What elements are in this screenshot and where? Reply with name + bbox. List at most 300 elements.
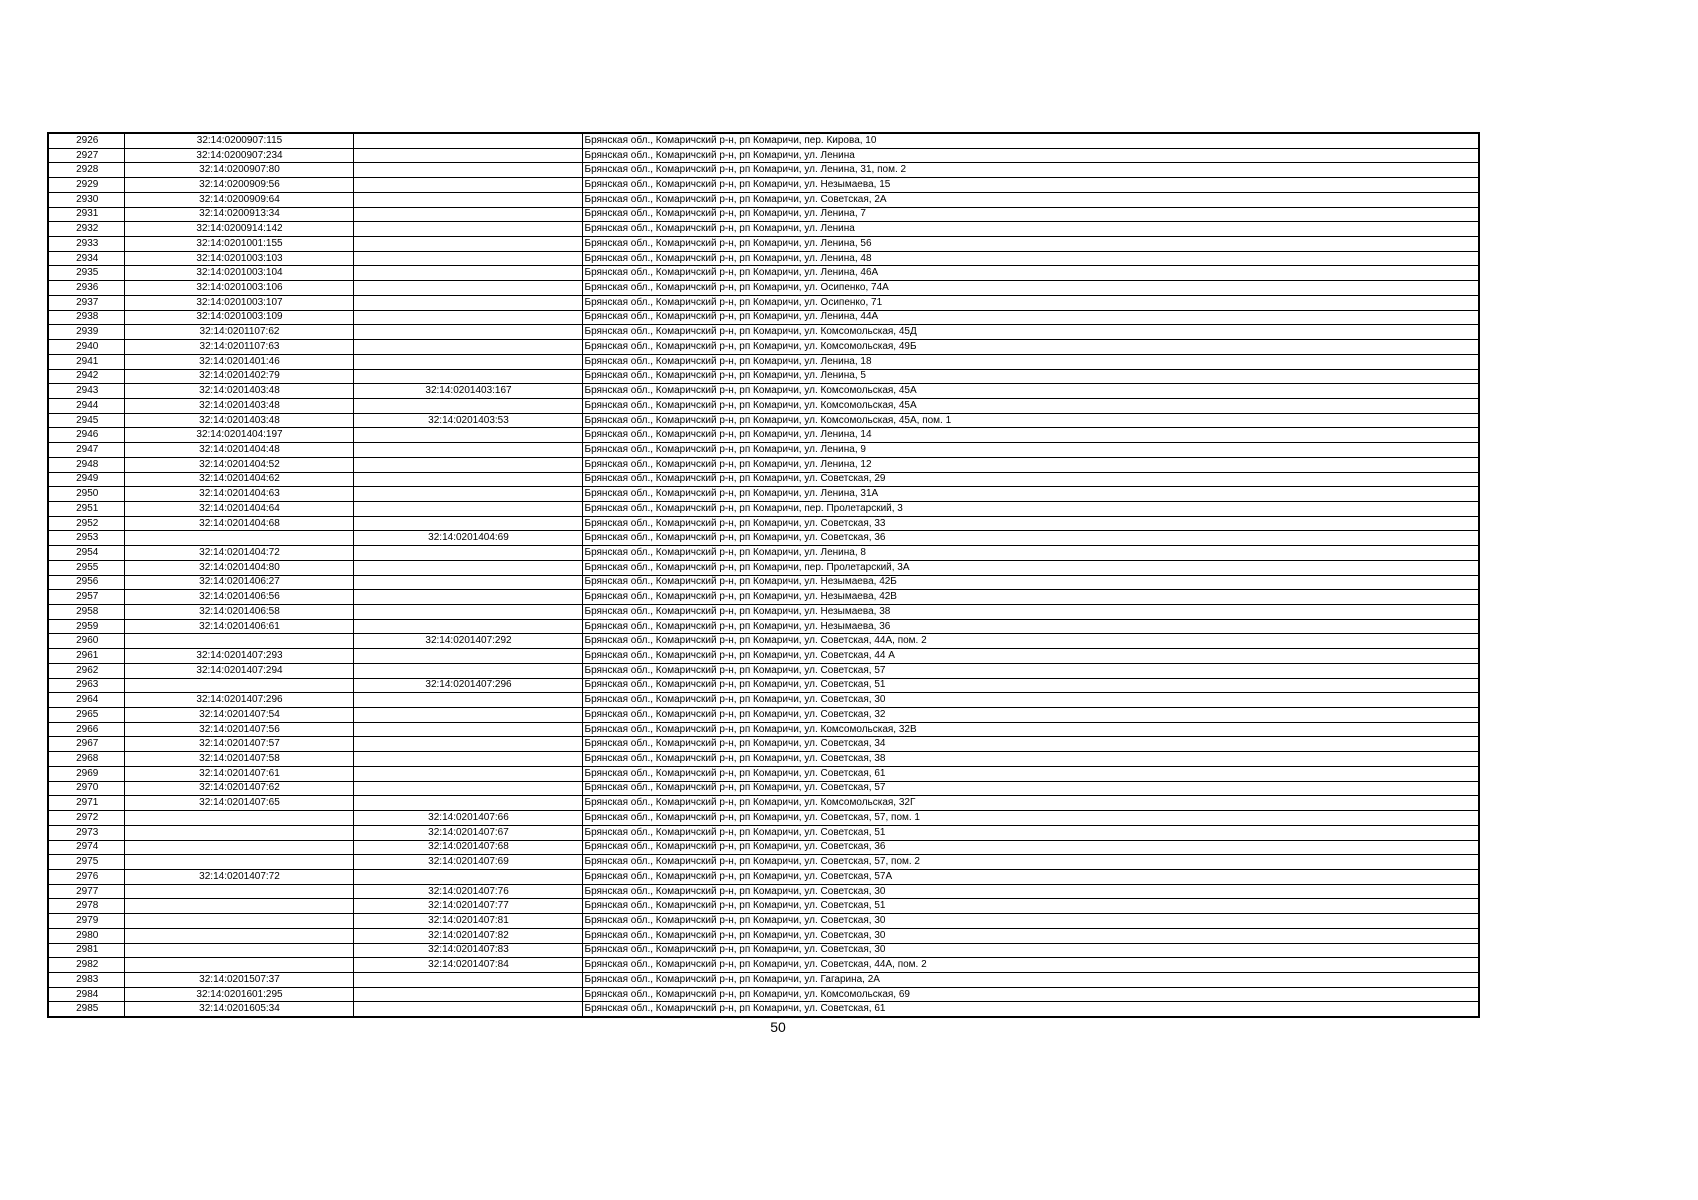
object-cadastral-number-cell: 32:14:0201407:292 xyxy=(353,634,582,649)
cadastral-number-cell: 32:14:0201407:56 xyxy=(124,722,353,737)
object-cadastral-number-cell xyxy=(353,605,582,620)
table-row xyxy=(48,237,1479,252)
address-cell: Брянская обл., Комаричский р-н, рп Комаричи, ул. Советская, 36 xyxy=(582,840,1479,855)
address-cell: Брянская обл., Комаричский р-н, рп Комаричи, ул. Ленина, 7 xyxy=(582,207,1479,222)
object-cadastral-number-cell xyxy=(353,546,582,561)
row-number-cell: 2982 xyxy=(48,958,124,973)
row-number-cell: 2980 xyxy=(48,928,124,943)
row-number-cell: 2962 xyxy=(48,663,124,678)
table-row xyxy=(48,708,1479,723)
object-cadastral-number-cell xyxy=(353,266,582,281)
cadastral-number-cell: 32:14:0201407:61 xyxy=(124,766,353,781)
object-cadastral-number-cell: 32:14:0201407:76 xyxy=(353,884,582,899)
address-cell: Брянская обл., Комаричский р-н, рп Комаричи, ул. Советская, 30 xyxy=(582,928,1479,943)
registry-table-body xyxy=(48,133,1479,1017)
cadastral-number-cell: 32:14:0201404:80 xyxy=(124,560,353,575)
object-cadastral-number-cell: 32:14:0201407:69 xyxy=(353,855,582,870)
object-cadastral-number-cell xyxy=(353,281,582,296)
row-number-cell: 2956 xyxy=(48,575,124,590)
address-cell: Брянская обл., Комаричский р-н, рп Комаричи, ул. Советская, 29 xyxy=(582,472,1479,487)
cadastral-number-cell: 32:14:0201402:79 xyxy=(124,369,353,384)
row-number-cell: 2975 xyxy=(48,855,124,870)
table-row xyxy=(48,855,1479,870)
row-number-cell: 2952 xyxy=(48,516,124,531)
object-cadastral-number-cell: 32:14:0201404:69 xyxy=(353,531,582,546)
address-cell: Брянская обл., Комаричский р-н, рп Комаричи, ул. Незымаева, 15 xyxy=(582,178,1479,193)
table-row xyxy=(48,295,1479,310)
address-cell: Брянская обл., Комаричский р-н, рп Комаричи, пер. Пролетарский, 3А xyxy=(582,560,1479,575)
object-cadastral-number-cell xyxy=(353,752,582,767)
address-cell: Брянская обл., Комаричский р-н, рп Комаричи, ул. Осипенко, 71 xyxy=(582,295,1479,310)
object-cadastral-number-cell xyxy=(353,663,582,678)
object-cadastral-number-cell xyxy=(353,251,582,266)
row-number-cell: 2983 xyxy=(48,972,124,987)
row-number-cell: 2940 xyxy=(48,340,124,355)
address-cell: Брянская обл., Комаричский р-н, рп Комаричи, ул. Незымаева, 42Б xyxy=(582,575,1479,590)
row-number-cell: 2927 xyxy=(48,148,124,163)
object-cadastral-number-cell: 32:14:0201407:296 xyxy=(353,678,582,693)
table-row xyxy=(48,487,1479,502)
row-number-cell: 2934 xyxy=(48,251,124,266)
cadastral-number-cell xyxy=(124,634,353,649)
table-row xyxy=(48,884,1479,899)
table-row xyxy=(48,619,1479,634)
row-number-cell: 2972 xyxy=(48,811,124,826)
row-number-cell: 2957 xyxy=(48,590,124,605)
object-cadastral-number-cell: 32:14:0201407:67 xyxy=(353,825,582,840)
object-cadastral-number-cell xyxy=(353,693,582,708)
table-row xyxy=(48,590,1479,605)
table-row xyxy=(48,958,1479,973)
cadastral-number-cell: 32:14:0201407:62 xyxy=(124,781,353,796)
cadastral-number-cell: 32:14:0201403:48 xyxy=(124,413,353,428)
table-row xyxy=(48,752,1479,767)
address-cell: Брянская обл., Комаричский р-н, рп Комаричи, ул. Комсомольская, 69 xyxy=(582,987,1479,1002)
object-cadastral-number-cell xyxy=(353,708,582,723)
row-number-cell: 2955 xyxy=(48,560,124,575)
row-number-cell: 2981 xyxy=(48,943,124,958)
table-row xyxy=(48,443,1479,458)
row-number-cell: 2974 xyxy=(48,840,124,855)
table-row xyxy=(48,972,1479,987)
cadastral-number-cell xyxy=(124,825,353,840)
row-number-cell: 2979 xyxy=(48,914,124,929)
address-cell: Брянская обл., Комаричский р-н, рп Комаричи, ул. Советская, 30 xyxy=(582,884,1479,899)
cadastral-number-cell: 32:14:0201107:62 xyxy=(124,325,353,340)
cadastral-number-cell: 32:14:0200909:64 xyxy=(124,192,353,207)
row-number-cell: 2978 xyxy=(48,899,124,914)
table-row xyxy=(48,987,1479,1002)
address-cell: Брянская обл., Комаричский р-н, рп Комаричи, ул. Ленина, 48 xyxy=(582,251,1479,266)
object-cadastral-number-cell: 32:14:0201407:82 xyxy=(353,928,582,943)
row-number-cell: 2966 xyxy=(48,722,124,737)
address-cell: Брянская обл., Комаричский р-н, рп Комаричи, ул. Советская, 44 А xyxy=(582,649,1479,664)
row-number-cell: 2929 xyxy=(48,178,124,193)
table-row xyxy=(48,899,1479,914)
object-cadastral-number-cell: 32:14:0201407:77 xyxy=(353,899,582,914)
cadastral-number-cell: 32:14:0201404:72 xyxy=(124,546,353,561)
row-number-cell: 2970 xyxy=(48,781,124,796)
object-cadastral-number-cell xyxy=(353,575,582,590)
table-row xyxy=(48,148,1479,163)
cadastral-number-cell xyxy=(124,914,353,929)
table-row xyxy=(48,428,1479,443)
table-row xyxy=(48,251,1479,266)
address-cell: Брянская обл., Комаричский р-н, рп Комаричи, ул. Советская, 57 xyxy=(582,781,1479,796)
row-number-cell: 2936 xyxy=(48,281,124,296)
object-cadastral-number-cell xyxy=(353,222,582,237)
table-row xyxy=(48,266,1479,281)
cadastral-number-cell: 32:14:0200914:142 xyxy=(124,222,353,237)
row-number-cell: 2968 xyxy=(48,752,124,767)
cadastral-number-cell: 32:14:0201407:57 xyxy=(124,737,353,752)
cadastral-number-cell: 32:14:0200909:56 xyxy=(124,178,353,193)
object-cadastral-number-cell xyxy=(353,796,582,811)
row-number-cell: 2944 xyxy=(48,398,124,413)
row-number-cell: 2945 xyxy=(48,413,124,428)
row-number-cell: 2959 xyxy=(48,619,124,634)
table-row xyxy=(48,207,1479,222)
address-cell: Брянская обл., Комаричский р-н, рп Комаричи, ул. Ленина, 14 xyxy=(582,428,1479,443)
cadastral-number-cell xyxy=(124,811,353,826)
cadastral-number-cell xyxy=(124,928,353,943)
cadastral-number-cell xyxy=(124,958,353,973)
row-number-cell: 2963 xyxy=(48,678,124,693)
cadastral-number-cell: 32:14:0201003:103 xyxy=(124,251,353,266)
address-cell: Брянская обл., Комаричский р-н, рп Комаричи, ул. Советская, 57А xyxy=(582,869,1479,884)
address-cell: Брянская обл., Комаричский р-н, рп Комаричи, ул. Советская, 51 xyxy=(582,899,1479,914)
address-cell: Брянская обл., Комаричский р-н, рп Комаричи, ул. Советская, 2А xyxy=(582,192,1479,207)
object-cadastral-number-cell xyxy=(353,163,582,178)
address-cell: Брянская обл., Комаричский р-н, рп Комаричи, ул. Комсомольская, 45А, пом. 1 xyxy=(582,413,1479,428)
object-cadastral-number-cell: 32:14:0201407:68 xyxy=(353,840,582,855)
cadastral-number-cell xyxy=(124,855,353,870)
address-cell: Брянская обл., Комаричский р-н, рп Комаричи, ул. Комсомольская, 32Г xyxy=(582,796,1479,811)
cadastral-number-cell: 32:14:0201404:197 xyxy=(124,428,353,443)
object-cadastral-number-cell xyxy=(353,869,582,884)
address-cell: Брянская обл., Комаричский р-н, рп Комаричи, ул. Советская, 61 xyxy=(582,1002,1479,1017)
address-cell: Брянская обл., Комаричский р-н, рп Комаричи, пер. Пролетарский, 3 xyxy=(582,501,1479,516)
address-cell: Брянская обл., Комаричский р-н, рп Комаричи, ул. Советская, 33 xyxy=(582,516,1479,531)
table-row xyxy=(48,649,1479,664)
object-cadastral-number-cell xyxy=(353,737,582,752)
address-cell: Брянская обл., Комаричский р-н, рп Комаричи, ул. Советская, 44А, пом. 2 xyxy=(582,634,1479,649)
object-cadastral-number-cell xyxy=(353,1002,582,1017)
table-row xyxy=(48,575,1479,590)
table-row xyxy=(48,811,1479,826)
cadastral-number-cell: 32:14:0201107:63 xyxy=(124,340,353,355)
address-cell: Брянская обл., Комаричский р-н, рп Комаричи, ул. Ленина, 9 xyxy=(582,443,1479,458)
address-cell: Брянская обл., Комаричский р-н, рп Комаричи, пер. Кирова, 10 xyxy=(582,133,1479,148)
cadastral-number-cell: 32:14:0201407:58 xyxy=(124,752,353,767)
table-row xyxy=(48,796,1479,811)
row-number-cell: 2951 xyxy=(48,501,124,516)
row-number-cell: 2939 xyxy=(48,325,124,340)
table-row xyxy=(48,340,1479,355)
row-number-cell: 2930 xyxy=(48,192,124,207)
row-number-cell: 2961 xyxy=(48,649,124,664)
row-number-cell: 2949 xyxy=(48,472,124,487)
address-cell: Брянская обл., Комаричский р-н, рп Комаричи, ул. Осипенко, 74А xyxy=(582,281,1479,296)
object-cadastral-number-cell: 32:14:0201403:53 xyxy=(353,413,582,428)
object-cadastral-number-cell xyxy=(353,428,582,443)
address-cell: Брянская обл., Комаричский р-н, рп Комаричи, ул. Советская, 44А, пом. 2 xyxy=(582,958,1479,973)
address-cell: Брянская обл., Комаричский р-н, рп Комаричи, ул. Советская, 57 xyxy=(582,663,1479,678)
registry-sheet xyxy=(47,132,1478,1018)
object-cadastral-number-cell xyxy=(353,207,582,222)
table-row xyxy=(48,869,1479,884)
object-cadastral-number-cell xyxy=(353,325,582,340)
cadastral-number-cell: 32:14:0201403:48 xyxy=(124,384,353,399)
table-row xyxy=(48,384,1479,399)
cadastral-number-cell: 32:14:0201507:37 xyxy=(124,972,353,987)
address-cell: Брянская обл., Комаричский р-н, рп Комаричи, ул. Советская, 30 xyxy=(582,693,1479,708)
cadastral-number-cell xyxy=(124,840,353,855)
cadastral-number-cell: 32:14:0201404:52 xyxy=(124,457,353,472)
table-row xyxy=(48,634,1479,649)
object-cadastral-number-cell: 32:14:0201407:84 xyxy=(353,958,582,973)
address-cell: Брянская обл., Комаричский р-н, рп Комаричи, ул. Ленина, 44А xyxy=(582,310,1479,325)
address-cell: Брянская обл., Комаричский р-н, рп Комаричи, ул. Комсомольская, 45А xyxy=(582,398,1479,413)
object-cadastral-number-cell: 32:14:0201407:81 xyxy=(353,914,582,929)
table-row xyxy=(48,413,1479,428)
cadastral-number-cell: 32:14:0201406:27 xyxy=(124,575,353,590)
cadastral-number-cell xyxy=(124,899,353,914)
address-cell: Брянская обл., Комаричский р-н, рп Комаричи, ул. Советская, 30 xyxy=(582,943,1479,958)
cadastral-number-cell: 32:14:0201404:68 xyxy=(124,516,353,531)
object-cadastral-number-cell xyxy=(353,310,582,325)
object-cadastral-number-cell xyxy=(353,781,582,796)
row-number-cell: 2933 xyxy=(48,237,124,252)
address-cell: Брянская обл., Комаричский р-н, рп Комаричи, ул. Гагарина, 2А xyxy=(582,972,1479,987)
address-cell: Брянская обл., Комаричский р-н, рп Комаричи, ул. Ленина, 46А xyxy=(582,266,1479,281)
object-cadastral-number-cell xyxy=(353,972,582,987)
cadastral-number-cell: 32:14:0201407:296 xyxy=(124,693,353,708)
object-cadastral-number-cell xyxy=(353,369,582,384)
cadastral-number-cell: 32:14:0201605:34 xyxy=(124,1002,353,1017)
row-number-cell: 2943 xyxy=(48,384,124,399)
cadastral-number-cell: 32:14:0201601:295 xyxy=(124,987,353,1002)
table-row xyxy=(48,472,1479,487)
row-number-cell: 2976 xyxy=(48,869,124,884)
cadastral-number-cell: 32:14:0201003:104 xyxy=(124,266,353,281)
row-number-cell: 2973 xyxy=(48,825,124,840)
address-cell: Брянская обл., Комаричский р-н, рп Комаричи, ул. Ленина, 31, пом. 2 xyxy=(582,163,1479,178)
table-row xyxy=(48,516,1479,531)
object-cadastral-number-cell xyxy=(353,295,582,310)
object-cadastral-number-cell xyxy=(353,619,582,634)
table-row xyxy=(48,531,1479,546)
address-cell: Брянская обл., Комаричский р-н, рп Комаричи, ул. Советская, 38 xyxy=(582,752,1479,767)
object-cadastral-number-cell xyxy=(353,354,582,369)
address-cell: Брянская обл., Комаричский р-н, рп Комаричи, ул. Ленина, 8 xyxy=(582,546,1479,561)
object-cadastral-number-cell xyxy=(353,649,582,664)
address-cell: Брянская обл., Комаричский р-н, рп Комаричи, ул. Ленина, 12 xyxy=(582,457,1479,472)
cadastral-number-cell: 32:14:0201003:106 xyxy=(124,281,353,296)
table-row xyxy=(48,369,1479,384)
object-cadastral-number-cell xyxy=(353,192,582,207)
cadastral-number-cell: 32:14:0201404:48 xyxy=(124,443,353,458)
object-cadastral-number-cell: 32:14:0201407:66 xyxy=(353,811,582,826)
row-number-cell: 2947 xyxy=(48,443,124,458)
object-cadastral-number-cell xyxy=(353,340,582,355)
row-number-cell: 2931 xyxy=(48,207,124,222)
page-number: 50 xyxy=(770,1019,786,1035)
table-row xyxy=(48,693,1479,708)
object-cadastral-number-cell: 32:14:0201407:83 xyxy=(353,943,582,958)
address-cell: Брянская обл., Комаричский р-н, рп Комаричи, ул. Ленина, 5 xyxy=(582,369,1479,384)
row-number-cell: 2969 xyxy=(48,766,124,781)
table-row xyxy=(48,678,1479,693)
cadastral-number-cell: 32:14:0200907:115 xyxy=(124,133,353,148)
row-number-cell: 2946 xyxy=(48,428,124,443)
table-row xyxy=(48,781,1479,796)
cadastral-number-cell: 32:14:0201406:56 xyxy=(124,590,353,605)
row-number-cell: 2938 xyxy=(48,310,124,325)
address-cell: Брянская обл., Комаричский р-н, рп Комаричи, ул. Советская, 32 xyxy=(582,708,1479,723)
address-cell: Брянская обл., Комаричский р-н, рп Комаричи, ул. Незымаева, 38 xyxy=(582,605,1479,620)
row-number-cell: 2985 xyxy=(48,1002,124,1017)
table-row xyxy=(48,943,1479,958)
table-row xyxy=(48,928,1479,943)
object-cadastral-number-cell xyxy=(353,766,582,781)
table-row xyxy=(48,840,1479,855)
row-number-cell: 2984 xyxy=(48,987,124,1002)
row-number-cell: 2967 xyxy=(48,737,124,752)
cadastral-number-cell: 32:14:0201404:62 xyxy=(124,472,353,487)
row-number-cell: 2948 xyxy=(48,457,124,472)
cadastral-number-cell: 32:14:0201406:61 xyxy=(124,619,353,634)
table-row xyxy=(48,133,1479,148)
table-row xyxy=(48,1002,1479,1017)
row-number-cell: 2935 xyxy=(48,266,124,281)
object-cadastral-number-cell xyxy=(353,178,582,193)
cadastral-number-cell: 32:14:0201404:63 xyxy=(124,487,353,502)
table-row xyxy=(48,825,1479,840)
cadastral-number-cell: 32:14:0200913:34 xyxy=(124,207,353,222)
row-number-cell: 2953 xyxy=(48,531,124,546)
object-cadastral-number-cell xyxy=(353,398,582,413)
table-row xyxy=(48,325,1479,340)
cadastral-number-cell: 32:14:0201407:54 xyxy=(124,708,353,723)
cadastral-number-cell: 32:14:0201001:155 xyxy=(124,237,353,252)
address-cell: Брянская обл., Комаричский р-н, рп Комаричи, ул. Советская, 36 xyxy=(582,531,1479,546)
table-row xyxy=(48,605,1479,620)
object-cadastral-number-cell xyxy=(353,501,582,516)
row-number-cell: 2926 xyxy=(48,133,124,148)
object-cadastral-number-cell: 32:14:0201403:167 xyxy=(353,384,582,399)
address-cell: Брянская обл., Комаричский р-н, рп Комаричи, ул. Комсомольская, 32В xyxy=(582,722,1479,737)
cadastral-number-cell: 32:14:0200907:234 xyxy=(124,148,353,163)
row-number-cell: 2928 xyxy=(48,163,124,178)
row-number-cell: 2958 xyxy=(48,605,124,620)
table-row xyxy=(48,310,1479,325)
address-cell: Брянская обл., Комаричский р-н, рп Комаричи, ул. Советская, 57, пом. 2 xyxy=(582,855,1479,870)
address-cell: Брянская обл., Комаричский р-н, рп Комаричи, ул. Комсомольская, 45Д xyxy=(582,325,1479,340)
row-number-cell: 2977 xyxy=(48,884,124,899)
row-number-cell: 2965 xyxy=(48,708,124,723)
object-cadastral-number-cell xyxy=(353,516,582,531)
object-cadastral-number-cell xyxy=(353,472,582,487)
object-cadastral-number-cell xyxy=(353,237,582,252)
cadastral-number-cell: 32:14:0201003:107 xyxy=(124,295,353,310)
cadastral-number-cell: 32:14:0201407:294 xyxy=(124,663,353,678)
table-row xyxy=(48,501,1479,516)
address-cell: Брянская обл., Комаричский р-н, рп Комаричи, ул. Ленина, 31А xyxy=(582,487,1479,502)
address-cell: Брянская обл., Комаричский р-н, рп Комаричи, ул. Советская, 51 xyxy=(582,825,1479,840)
table-row xyxy=(48,546,1479,561)
cadastral-number-cell: 32:14:0201407:65 xyxy=(124,796,353,811)
table-row xyxy=(48,914,1479,929)
cadastral-number-cell: 32:14:0200907:80 xyxy=(124,163,353,178)
object-cadastral-number-cell xyxy=(353,987,582,1002)
row-number-cell: 2950 xyxy=(48,487,124,502)
table-row xyxy=(48,354,1479,369)
address-cell: Брянская обл., Комаричский р-н, рп Комаричи, ул. Советская, 51 xyxy=(582,678,1479,693)
row-number-cell: 2971 xyxy=(48,796,124,811)
cadastral-number-cell xyxy=(124,678,353,693)
cadastral-number-cell xyxy=(124,884,353,899)
table-row xyxy=(48,722,1479,737)
object-cadastral-number-cell xyxy=(353,443,582,458)
address-cell: Брянская обл., Комаричский р-н, рп Комаричи, ул. Ленина xyxy=(582,148,1479,163)
cadastral-number-cell xyxy=(124,943,353,958)
object-cadastral-number-cell xyxy=(353,457,582,472)
table-row xyxy=(48,178,1479,193)
cadastral-number-cell: 32:14:0201407:72 xyxy=(124,869,353,884)
address-cell: Брянская обл., Комаричский р-н, рп Комаричи, ул. Ленина, 56 xyxy=(582,237,1479,252)
address-cell: Брянская обл., Комаричский р-н, рп Комаричи, ул. Комсомольская, 45А xyxy=(582,384,1479,399)
address-cell: Брянская обл., Комаричский р-н, рп Комаричи, ул. Советская, 61 xyxy=(582,766,1479,781)
address-cell: Брянская обл., Комаричский р-н, рп Комаричи, ул. Ленина, 18 xyxy=(582,354,1479,369)
address-cell: Брянская обл., Комаричский р-н, рп Комаричи, ул. Советская, 30 xyxy=(582,914,1479,929)
cadastral-number-cell: 32:14:0201401:46 xyxy=(124,354,353,369)
address-cell: Брянская обл., Комаричский р-н, рп Комаричи, ул. Советская, 34 xyxy=(582,737,1479,752)
object-cadastral-number-cell xyxy=(353,487,582,502)
address-cell: Брянская обл., Комаричский р-н, рп Комаричи, ул. Советская, 57, пом. 1 xyxy=(582,811,1479,826)
cadastral-number-cell: 32:14:0201407:293 xyxy=(124,649,353,664)
cadastral-number-cell: 32:14:0201403:48 xyxy=(124,398,353,413)
object-cadastral-number-cell xyxy=(353,560,582,575)
row-number-cell: 2941 xyxy=(48,354,124,369)
address-cell: Брянская обл., Комаричский р-н, рп Комаричи, ул. Незымаева, 36 xyxy=(582,619,1479,634)
table-row xyxy=(48,560,1479,575)
object-cadastral-number-cell xyxy=(353,148,582,163)
table-row xyxy=(48,163,1479,178)
address-cell: Брянская обл., Комаричский р-н, рп Комаричи, ул. Ленина xyxy=(582,222,1479,237)
table-row xyxy=(48,663,1479,678)
object-cadastral-number-cell xyxy=(353,590,582,605)
row-number-cell: 2942 xyxy=(48,369,124,384)
registry-table xyxy=(47,132,1480,1018)
address-cell: Брянская обл., Комаричский р-н, рп Комаричи, ул. Незымаева, 42В xyxy=(582,590,1479,605)
table-row xyxy=(48,222,1479,237)
address-cell: Брянская обл., Комаричский р-н, рп Комаричи, ул. Комсомольская, 49Б xyxy=(582,340,1479,355)
row-number-cell: 2932 xyxy=(48,222,124,237)
cadastral-number-cell xyxy=(124,531,353,546)
table-row xyxy=(48,457,1479,472)
row-number-cell: 2964 xyxy=(48,693,124,708)
object-cadastral-number-cell xyxy=(353,133,582,148)
table-row xyxy=(48,398,1479,413)
object-cadastral-number-cell xyxy=(353,722,582,737)
cadastral-number-cell: 32:14:0201003:109 xyxy=(124,310,353,325)
table-row xyxy=(48,192,1479,207)
row-number-cell: 2937 xyxy=(48,295,124,310)
cadastral-number-cell: 32:14:0201404:64 xyxy=(124,501,353,516)
table-row xyxy=(48,766,1479,781)
cadastral-number-cell: 32:14:0201406:58 xyxy=(124,605,353,620)
